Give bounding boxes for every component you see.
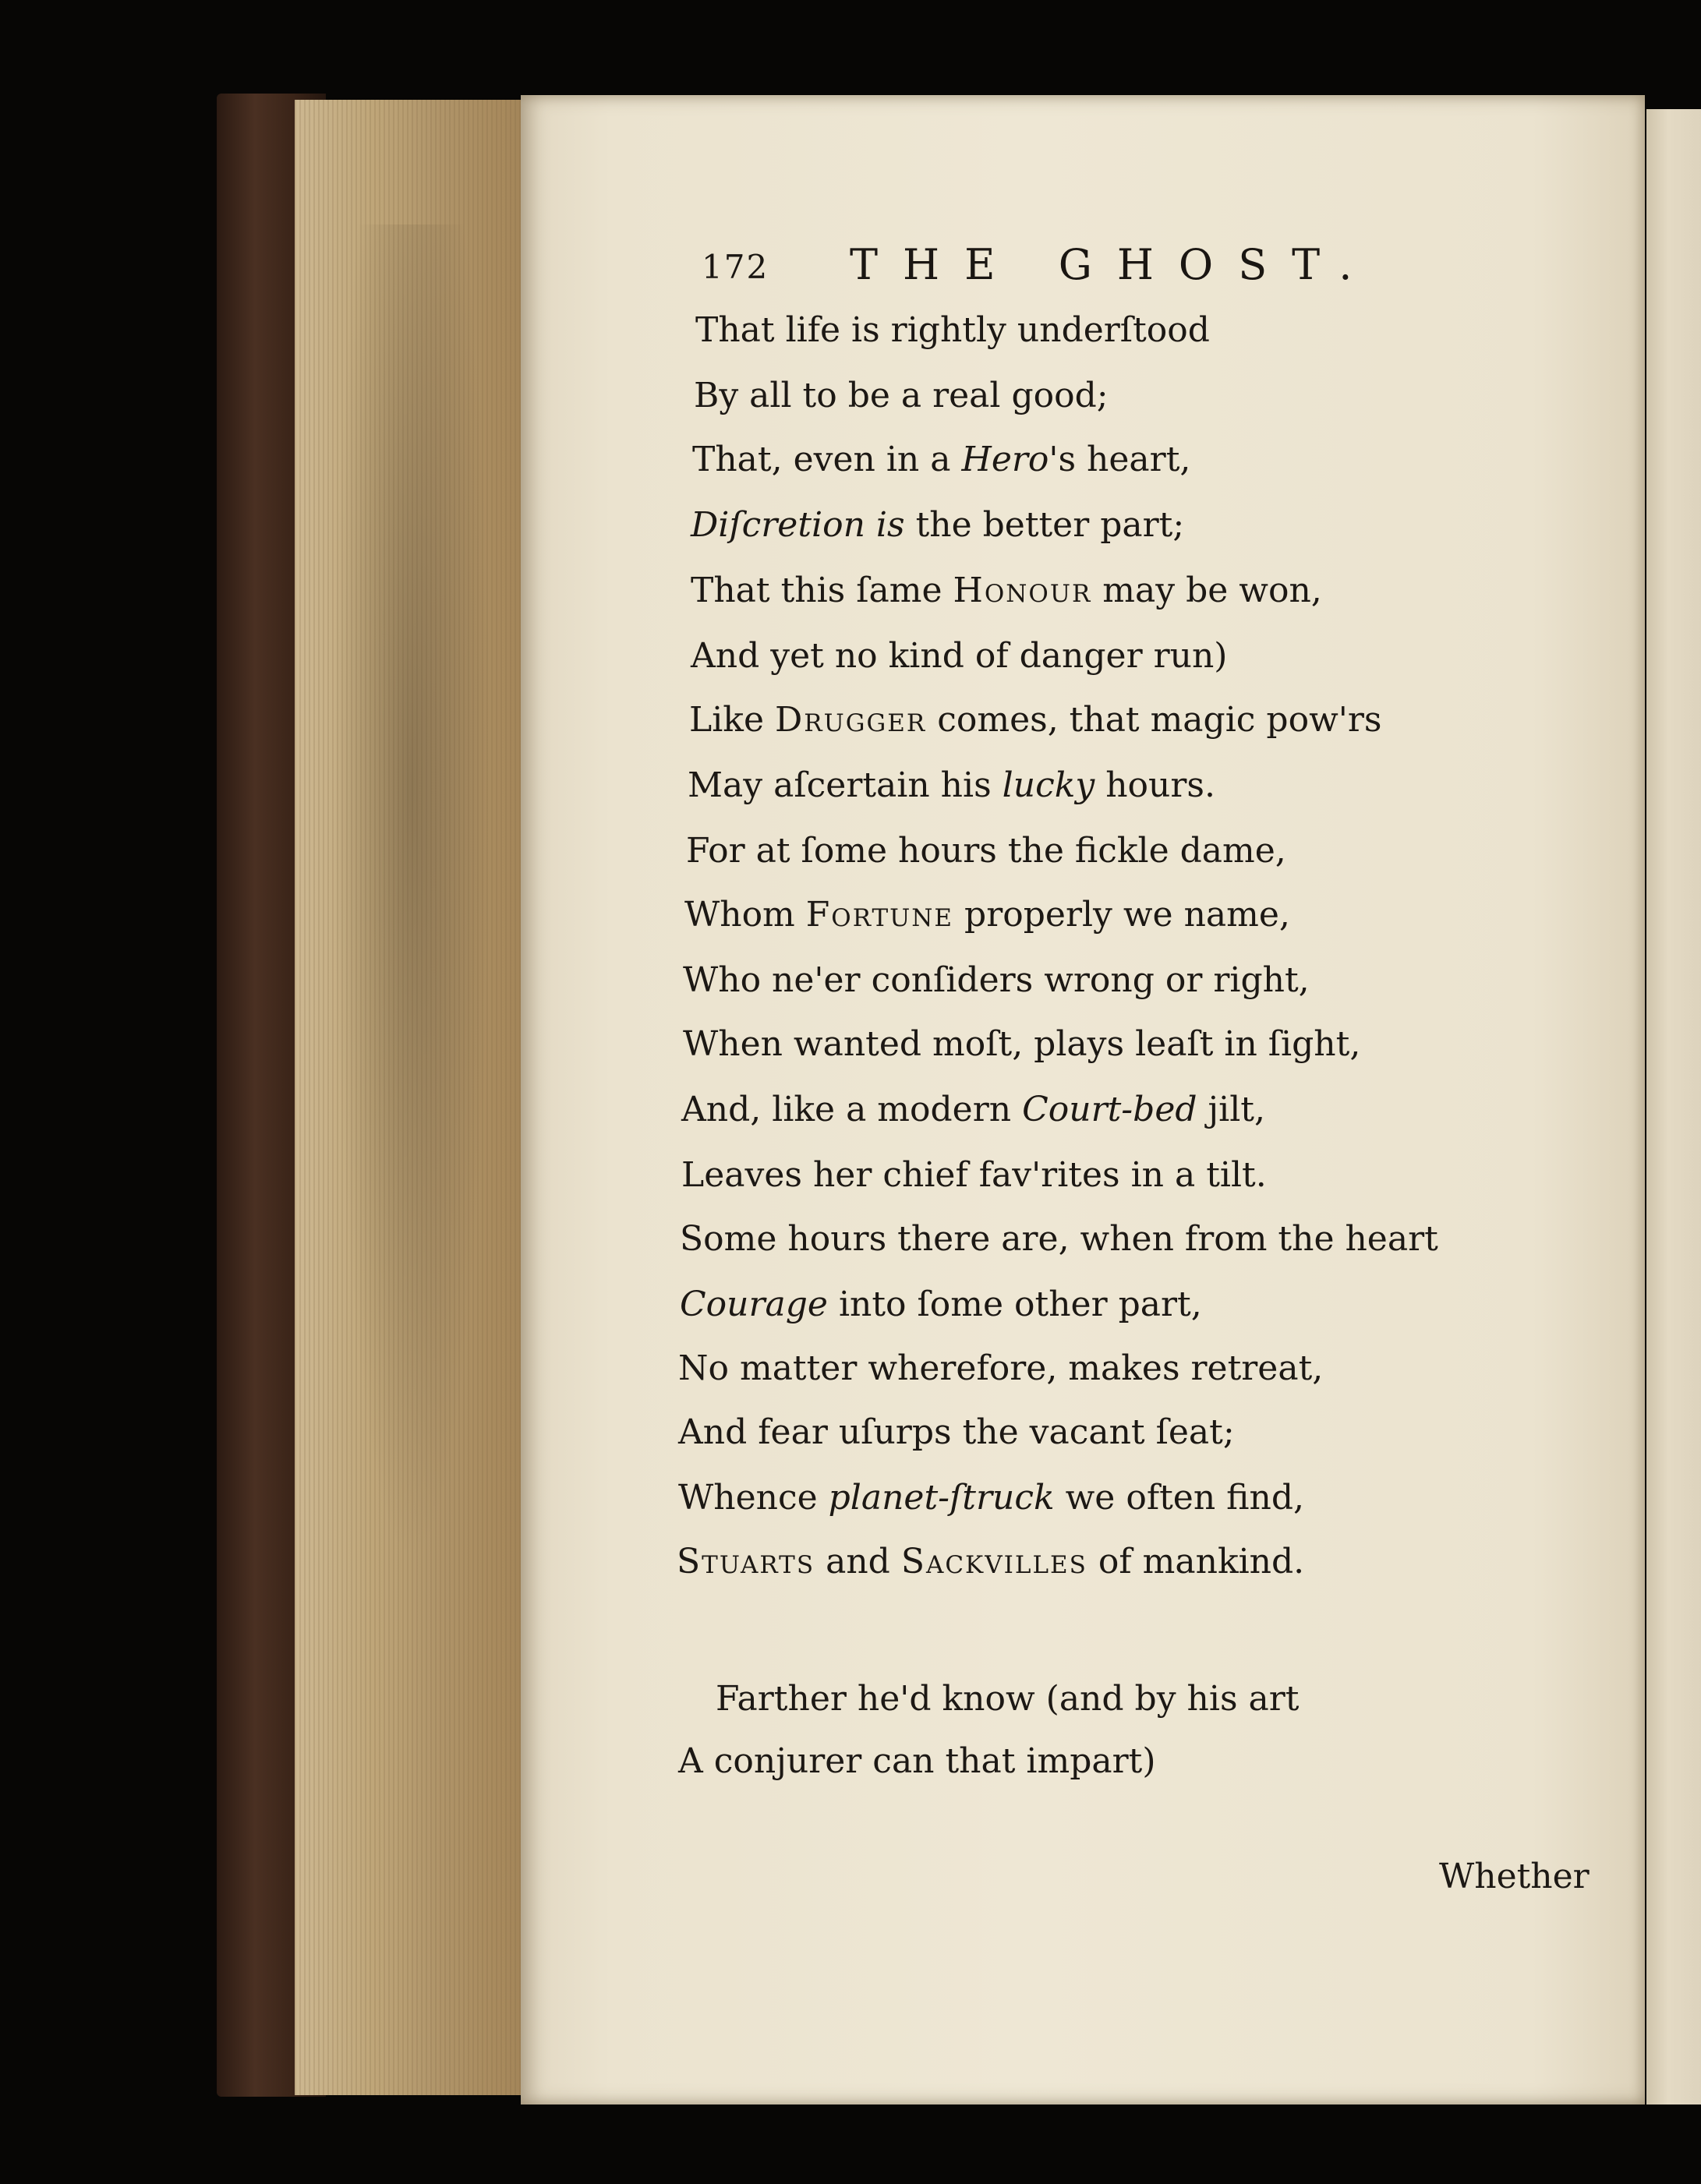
poem-line-part: Some hours there are, when from the heart bbox=[680, 1219, 1438, 1259]
poem-line-part: And yet no kind of danger run) bbox=[691, 636, 1228, 676]
poem-line-part: jilt, bbox=[1197, 1090, 1265, 1129]
poem-line bbox=[678, 1412, 1235, 1452]
poem-line-part: By all to be a real good; bbox=[694, 376, 1109, 415]
poem-line-part: That this ſame bbox=[691, 571, 953, 610]
poem-line-part: may be won, bbox=[1091, 571, 1322, 610]
catchword: Whether bbox=[1439, 1857, 1590, 1896]
running-head bbox=[702, 240, 1481, 302]
poem-line-part: Farther he'd know (and by his art bbox=[716, 1679, 1300, 1719]
poem-line bbox=[683, 960, 1310, 1000]
poem-line-part: That, even in a bbox=[692, 440, 962, 479]
poem-line-part: May aſcertain his bbox=[688, 765, 1003, 805]
poem-line-part: Like bbox=[689, 700, 775, 740]
page-title: THE GHOST. bbox=[850, 240, 1377, 289]
poem-line bbox=[681, 1155, 1267, 1195]
facing-page bbox=[1646, 109, 1701, 2104]
poem-line-part: That life is rightly underſtood bbox=[695, 310, 1210, 350]
poem-line-part: comes, that magic pow'rs bbox=[926, 700, 1382, 740]
poem-line-part: Who ne'er conſiders wrong or right, bbox=[683, 960, 1310, 1000]
poem-line bbox=[681, 1090, 1265, 1129]
poem-line-part: hours. bbox=[1095, 765, 1215, 805]
poem-line bbox=[677, 1542, 1305, 1581]
poem-line bbox=[684, 895, 1290, 935]
poem-line bbox=[716, 1679, 1300, 1719]
poem-line-part: And, like a modern bbox=[681, 1090, 1023, 1129]
poem-line-part: the better part; bbox=[904, 505, 1185, 545]
poem-line bbox=[694, 376, 1109, 415]
poem-line-part: Whom bbox=[684, 895, 806, 935]
poem-line-part: Diſcretion is bbox=[691, 505, 905, 545]
poem-line-part: planet-ſtruck bbox=[828, 1478, 1055, 1518]
poem-line-part: properly we name, bbox=[953, 895, 1290, 935]
poem-line bbox=[688, 765, 1215, 805]
poem-line-part: When wanted moſt, plays leaſt in ſight, bbox=[683, 1024, 1361, 1064]
poem-line-part: Stuarts bbox=[677, 1542, 815, 1581]
poem-line bbox=[678, 1348, 1324, 1388]
poem-line-part: into ſome other part, bbox=[827, 1285, 1202, 1324]
poem-line-part: Honour bbox=[953, 571, 1092, 610]
page-edges bbox=[295, 100, 552, 2095]
poem-line-part: Fortune bbox=[805, 895, 954, 935]
poem-line bbox=[680, 1219, 1438, 1259]
poem-line bbox=[680, 1285, 1202, 1324]
poem-line bbox=[678, 1741, 1156, 1781]
poem-line-part: And fear uſurps the vacant ſeat; bbox=[678, 1412, 1235, 1452]
poem-line-part: Hero bbox=[961, 440, 1049, 479]
poem-line-part: For at ſome hours the fickle dame, bbox=[686, 831, 1286, 871]
poem-line bbox=[689, 700, 1382, 740]
poem-line-part: A conjurer can that impart) bbox=[678, 1741, 1156, 1781]
poem-line bbox=[691, 636, 1228, 676]
poem-line-part: we often find, bbox=[1054, 1478, 1304, 1518]
poem-line-part: Courage bbox=[680, 1285, 828, 1324]
poem-line bbox=[692, 440, 1191, 479]
poem-line bbox=[686, 831, 1286, 871]
poem-line-part: of mankind. bbox=[1087, 1542, 1305, 1581]
poem-line-part: Drugger bbox=[774, 700, 927, 740]
poem-line bbox=[683, 1024, 1361, 1064]
poem-line-part: Sackvilles bbox=[900, 1542, 1087, 1581]
poem-line-part: No matter wherefore, makes retreat, bbox=[678, 1348, 1324, 1388]
poem-line-part: 's heart, bbox=[1049, 440, 1191, 479]
poem-line-part: Leaves her chief fav'rites in a tilt. bbox=[681, 1155, 1267, 1195]
poem-line-part: Whence bbox=[678, 1478, 829, 1518]
poem-line bbox=[678, 1478, 1304, 1518]
poem-line bbox=[691, 505, 1185, 545]
poem-line-part: lucky bbox=[1002, 765, 1095, 805]
poem-line bbox=[695, 310, 1210, 350]
page-number: 172 bbox=[702, 248, 769, 286]
poem-line-part: Court-bed bbox=[1022, 1090, 1197, 1129]
poem-line bbox=[691, 571, 1322, 610]
poem-line-part: and bbox=[815, 1542, 901, 1581]
